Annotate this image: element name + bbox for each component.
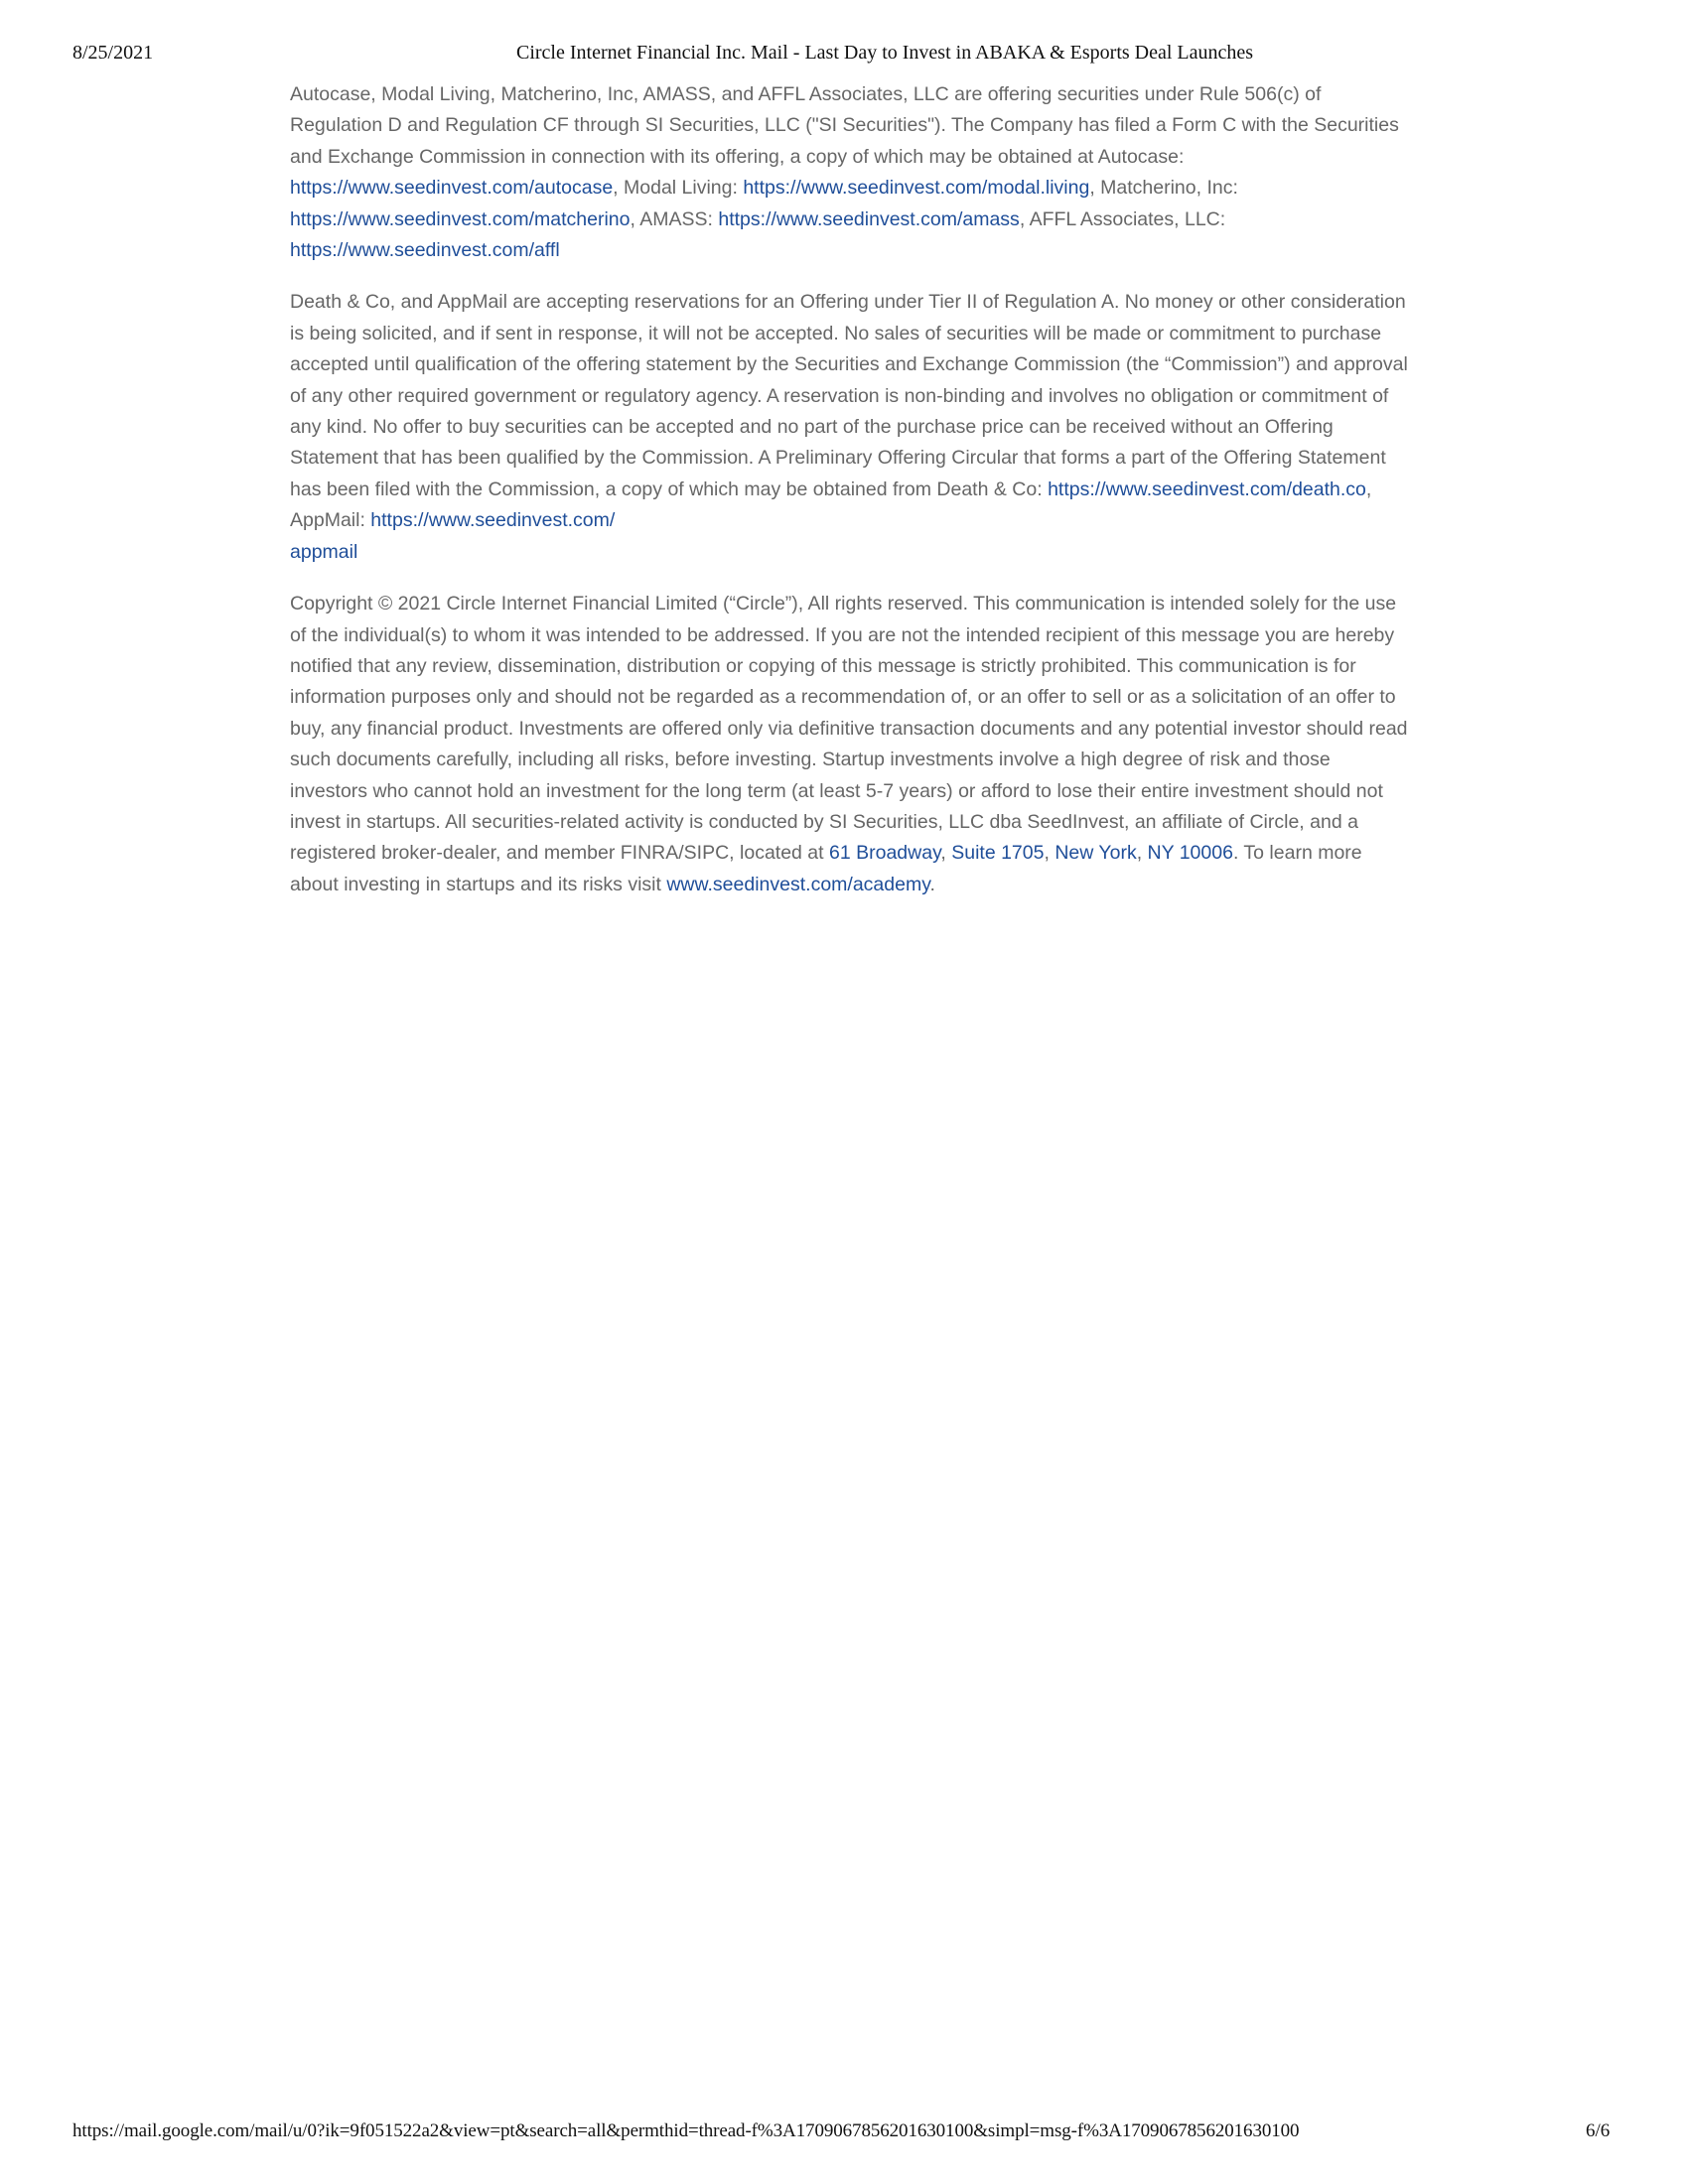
disclaimer-text: Autocase, Modal Living, Matcherino, Inc, AMASS, and AFFL Associates, LLC are offering securities under Rule 506(c) of Regulation D and Regulation CF through SI Securities, LLC ("SI Securities"). The Company has filed a Form C with the Securities and Exchange Commission in connection with its offering, a copy of which may be obtained at Autocase:	[290, 83, 1399, 168]
link-appmail-text: appmail	[290, 540, 358, 563]
link-address-city[interactable]: New York	[1055, 842, 1137, 865]
print-date: 8/25/2021	[72, 42, 154, 64]
disclaimer-text: , Modal Living:	[613, 177, 744, 200]
link-appmail-text: https://www.seedinvest.com/	[370, 509, 616, 532]
copyright-text: Copyright © 2021 Circle Internet Financial Limited (“Circle”), All rights reserved. This communication is intended solely for the use of the individual(s) to whom it was intended to be addressed. If you are not the intended recipient of this message you are hereby notified that any review, dissemination, distribution or copying of this message is strictly prohibited. This communication is for information purposes only and should not be regarded as a recommendation of, or an offer to sell or as a solicitation of an offer to buy, any financial product. Investments are offered only via definitive transaction documents and any potential investor should read such documents carefully, including all risks, before investing. Startup investments involve a high degree of risk and those investors who cannot hold an investment for the long term (at least 5-7 years) or afford to lose their entire investment should not invest in startups. All securities-related activity is conducted by SI Securities, LLC dba SeedInvest, an affiliate of Circle, and a registered broker-dealer, and member FINRA/SIPC, located at	[290, 593, 1408, 865]
address-separator: ,	[1136, 842, 1148, 865]
link-academy[interactable]: www.seedinvest.com/academy	[666, 873, 930, 895]
address-separator: ,	[1044, 842, 1055, 865]
copyright-paragraph	[290, 589, 1412, 900]
link-affl[interactable]: https://www.seedinvest.com/affl	[290, 239, 560, 262]
print-title: Circle Internet Financial Inc. Mail - Last Day to Invest in ABAKA & Esports Deal Launches	[516, 42, 1254, 64]
copyright-text: . To learn more about investing in startups and its risks visit	[290, 842, 1362, 895]
disclaimer-text: , AppMail:	[290, 478, 1372, 532]
link-amass[interactable]: https://www.seedinvest.com/amass	[718, 207, 1020, 230]
address-separator: ,	[940, 842, 952, 865]
link-address-state-zip[interactable]: NY 10006	[1147, 842, 1233, 865]
disclaimer-text: , Matcherino, Inc:	[1089, 177, 1238, 200]
link-modal-living[interactable]: https://www.seedinvest.com/modal.living	[743, 177, 1090, 200]
print-page-number: 6/6	[1586, 2120, 1611, 2141]
link-address-street[interactable]: 61 Broadway	[829, 842, 941, 865]
link-autocase[interactable]: https://www.seedinvest.com/autocase	[290, 177, 614, 200]
disclaimer-paragraph-reg-a	[290, 287, 1412, 568]
disclaimer-text: , AMASS:	[630, 207, 719, 230]
disclaimer-paragraph-reg-cf	[290, 79, 1412, 266]
disclaimer-text: Death & Co, and AppMail are accepting reservations for an Offering under Tier II of Regulation A. No money or other consideration is being solicited, and if sent in response, it will not be accepted. No sales of securities will be made or commitment to purchase accepted until qualification of the offering statement by the Securities and Exchange Commission (the “Commission”) and approval of any other required government or regulatory agency. A reservation is non-binding and involves no obligation or commitment of any kind. No offer to buy securities can be accepted and no part of the purchase price can be received without an Offering Statement that has been qualified by the Commission. A Preliminary Offering Circular that forms a part of the Offering Statement has been filed with the Commission, a copy of which may be obtained from Death & Co:	[290, 291, 1408, 500]
disclaimer-text: , AFFL Associates, LLC:	[1019, 207, 1226, 230]
link-address-suite[interactable]: Suite 1705	[951, 842, 1045, 865]
copyright-text: .	[929, 873, 935, 895]
link-matcherino[interactable]: https://www.seedinvest.com/matcherino	[290, 207, 631, 230]
print-footer-url: https://mail.google.com/mail/u/0?ik=9f051522a2&view=pt&search=all&permthid=thread-f%3A1709067856201630100&simpl=msg-f%3A1709067856201630100	[72, 2120, 1300, 2141]
link-death-co[interactable]: https://www.seedinvest.com/death.co	[1048, 478, 1366, 500]
email-body	[290, 79, 1412, 921]
